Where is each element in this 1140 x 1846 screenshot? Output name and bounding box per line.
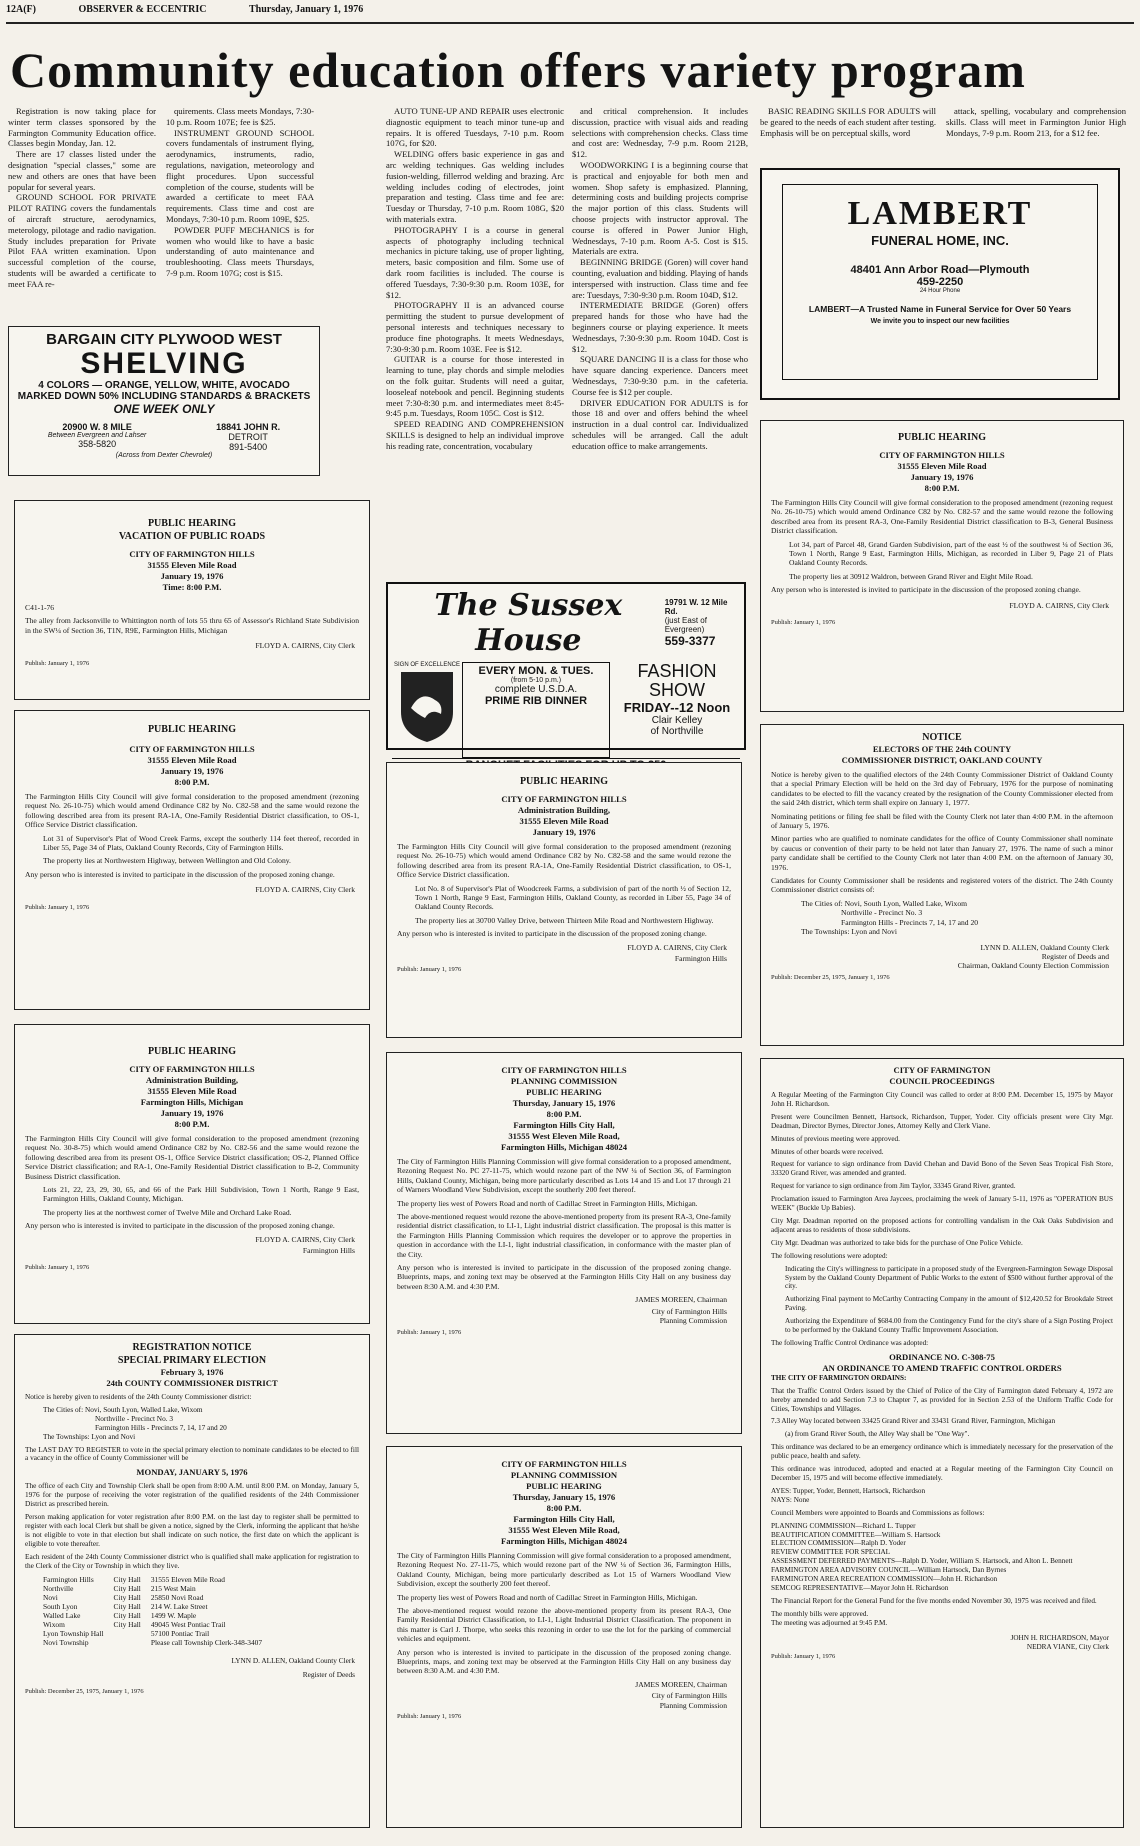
public-hearing-notice-1: PUBLIC HEARING CITY OF FARMINGTON HILLS 31555 Eleven Mile Road January 19, 1976 8:00 P.M. The Farmington Hills City Council will give formal consideration to the proposed amendment (rezoning request No. 26-10-75) which would amend Ordinance C82 by No. C82-58 and the same would rezone the following described area from its present RA-1A, One-Family Residential District classification, to OS-1, Office Service District classification. Lot 31 of Supervisor's Plat of Wood Creek Farms, except the southerly 114 feet thereof, recorded in Liber 55, Page 34 of Plats, Oakland County Records, City of Farmington Hills. The property lies at Northwestern Highway, between Wellington and Old Colony. Any person who is interested is invited to participate in the discussion of the proposed zoning change. FLOYD A. CAIRNS, City Clerk Publish: January 1, 1976 xyxy=(14,710,370,1010)
public-hearing-notice-2: PUBLIC HEARING CITY OF FARMINGTON HILLS Administration Building, 31555 Eleven Mile Road Farmington Hills, Michigan January 19, 1976 8:00 P.M. The Farmington Hills City Council will give formal consideration to the proposed amendment (rezoning request No. 30-8-75) which would amend Ordinance C82 by No. C82-56 and the same would rezone the following described area from its present OS-1, Office Service District classification; OS-2, Planned Office Service District classification; and RA-1, One-Family Residential District classification to B-2, Community Business District classification. Lots 21, 22, 23, 29, 30, 65, and 66 of the Park Hill Subdivision, Town 1 North, Range 9 East, Farmington Hills, Oakland County, Michigan. The property lies at the northwest corner of Twelve Mile and Orchard Lake Road. Any person who is interested is invited to participate in the discussion of the proposed zoning change. FLOYD A. CAIRNS, City Clerk Farmington Hills Publish: January 1, 1976 xyxy=(14,1024,370,1324)
council-items: A Regular Meeting of the Farmington City Council was called to order at 8:00 P.M. December 15, 1975 by Mayor John H. Richardson. Present were Councilmen Bennett, Hartsock, Richardson, Tupper, Yoder. City officials present were City Mgr. Deadman, Director Byrnes, Director Jones, Attorney Kelly and Clerk Viane. Minutes of previous meeting were approved. Minutes of other boards were received. Request for variance to sign ordinance from David Chehan and David Bono of the Seven Seas Tropical Fish Store, 33320 Grand River, was amended and granted. Request for variance to sign ordinance from Jim Taylor, 33345 Grand River, granted. Proclamation issued to Farmington Area Jaycees, proclaiming the week of January 5-11, 1976 as "OPERATION BUS WEEK" (Buckle Up Babies). City Mgr. Deadman reported on the proposed actions for controlling vandalism in the Oak Oaks Subdivision and adjacent areas to residents of those subdivisions. City Mgr. Deadman was authorized to take bids for the purchase of One Police Vehicle. The following resolutions were adopted: Indicating the City's willingness to participate in a proposed study of the Evergreen-Farmington Sewage Disposal System by the Oakland County Department of Public Works to the extent of $500 without further approval of the city. Authorizing Final payment to McCarthy Contracting Company in the amount of $12,420.52 for Brookdale Street Paving. Authorizing the Expenditure of $684.00 from the Contingency Fund for the city's share of a Sign Posting Project to be performed by the Oakland County Traffic Improvement Association. The following Traffic Control Ordinance was adopted: xyxy=(771,1091,1113,1347)
article-column-6: attack, spelling, vocabulary and comprehension skills. Class will meet in Farmington Junior High Mondays, 7-9 p.m. Room 213, for a $12 fee. xyxy=(946,106,1126,138)
article-column-3: AUTO TUNE-UP AND REPAIR uses electronic diagnostic equipment to teach minor tune-up and repairs. It is offered Tuesdays, 7-10 p.m. Room 107G, for $20. WELDING offers basic experience in gas and arc welding techniques. Gas welding includes fusion-welding, fillerrod welding and brazing. Arc welding includes coding of electrodes, joint preparation and testing. Class time and fee are: Tuesday or Thursday, 7-10 p.m. Room 108G, $20 with materials extra. PHOTOGRAPHY I is a course in general aspects of photography including technical mechanics in picture taking, use of proper lighting, meters, basic composition and film. Some use of dark room facilities is included. The course is offered Tuesdays, 7:30-9:30 p.m. Room 103E, for $12. PHOTOGRAPHY II is an advanced course permitting the student to pursue development of personal interests and techniques necessary to produce fine photographs. It meets Wednesdays, 7:30-9:30 p.m. Room 103E. Fee is $12. GUITAR is a course for those interested in learning to tune, play chords and simple melodies on the folk guitar. Students will need a guitar, looseleaf notebook and pencil. Beginning students meet 7:30-8:30 p.m. and intermediates meet 8:45-9:45 p.m. Tuesdays, Room 105C. Cost is $12. SPEED READING AND COMPREHENSION SKILLS is designed to help an individual improve his reading rate, concentration, vocabulary xyxy=(386,106,564,451)
planning-commission-notice-2: CITY OF FARMINGTON HILLS PLANNING COMMISSION PUBLIC HEARING Thursday, January 15, 1976 8:00 P.M. Farmington Hills City Hall, 31555 West Eleven Mile Road, Farmington Hills, Michigan 48024 The City of Farmington Hills Planning Commission will give formal consideration to a proposed amendment, Rezoning Request No. 27-11-75, which would rezone part of the NW ¼ of Section 36, Farmington Hills, Oakland County, Michigan, being more particularly described as Lot 15 of Warners Woodland View Subdivision, except the southerly 200 feet thereof. The property lies west of Powers Road and north of Cadillac Street in Farmington Hills, Michigan. The above-mentioned request would rezone the above-mentioned property from its present RA-3, One Family Residential District Classification, to LI-1, Light Industrial District Classification. The proponent in this matter is Carl J. Thorpe, who seeks this rezoning in order to use the lot for the parking of commercial vehicles and equipment. Any person who is interested is invited to participate in the discussion of the proposed zoning change. Blueprints, maps, and zoning text may be observed at the Farmington Hills City Hall on any business day between 8:30 A.M. and 4:30 P.M. JAMES MOREEN, Chairman City of Farmington Hills Planning Commission Publish: January 1, 1976 xyxy=(386,1446,742,1828)
masthead-rule xyxy=(6,22,1134,24)
masthead xyxy=(6,4,1134,22)
table-row: South Lyon City Hall 214 W. Lake Street xyxy=(43,1601,208,1611)
sussex-house-ad: The Sussex House 19791 W. 12 Mile Rd. (just East of Evergreen) 559-3377 SIGN OF EXCELLENCE EVERY MON. & TUES. (from 5-10 p.m.) complete U.S.D.A. PRIME RIB DINNER FASHION SHOW FRIDAY--12 Noon Clair Kelley of Northville xyxy=(386,582,746,750)
paper-name: OBSERVER & ECCENTRIC xyxy=(78,4,207,15)
electors-notice: NOTICE ELECTORS OF THE 24th COUNTY COMMISSIONER DISTRICT, OAKLAND COUNTY Notice is hereby given to the qualified electors of the 24th County Commissioner District of Oakland County that a special Primary Election will be held on the 3rd day of February, 1976 for the purpose of nominating candidates to be elected to fill the vacancy created by the resignation of the County Commissioner elected from the said 24th district, which term shall expire on January 1, 1977. Nominating petitions or filing fee shall be filed with the County Clerk not later than 4:00 P.M. in the afternoon of January 5, 1976. Minor parties who are qualified to nominate candidates for the office of County Commissioner shall nominate by caucus or convention of their party to be held not later than January 27, 1976. The name of such a minor party candidate shall be certified to the County Clerk not later than 4:00 P.M. on the afternoon of January 30, 1976. Candidates for County Commissioner shall be residents and registered voters of the district. The 24th County Commissioner district consists of: The Cities of: Novi, South Lyon, Walled Lake, Wixom Northville - Precinct No. 3 Farmington Hills - Precincts 7, 14, 17 and 20 The Townships: Lyon and Novi LYNN D. ALLEN, Oakland County Clerk Register of Deeds and Chairman, Oakland County Election Commission Publish: December 25, 1975, January 1, 1976 xyxy=(760,724,1124,1046)
vacation-notice: PUBLIC HEARING VACATION OF PUBLIC ROADS CITY OF FARMINGTON HILLS 31555 Eleven Mile Road January 19, 1976 Time: 8:00 P.M. C41-1-76 The alley from Jacksonville to Whittington north of lots 55 thru 65 of Assessor's Richland State Subdivision in the SW¼ of Section 36, T1N, R9E, Farmington Hills, Michigan FLOYD A. CAIRNS, City Clerk Publish: January 1, 1976 xyxy=(14,500,370,700)
issue-date: Thursday, January 1, 1976 xyxy=(249,4,364,15)
page-number: 12A(F) xyxy=(6,4,36,15)
table-row: Lyon Township Hall 57100 Pontiac Trail xyxy=(43,1628,210,1638)
registration-notice: REGISTRATION NOTICE SPECIAL PRIMARY ELECTION February 3, 1976 24th COUNTY COMMISSIONER DISTRICT Notice is hereby given to residents of the 24th County Commissioner district: The Cities of: Novi, South Lyon, Walled Lake, Wixom Northville - Precinct No. 3 Farmington Hills - Precincts 7, 14, 17 and 20 The Townships: Lyon and Novi The LAST DAY TO REGISTER to vote in the special primary election to nominate candidates to be elected to fill a vacancy in the office of County Commissioner will be MONDAY, JANUARY 5, 1976 The office of each City and Township Clerk shall be open from 8:00 A.M. until 8:00 P.M. on Monday, January 5, 1976 for the purpose of receiving the voter registration of the qualified residents of the 24th Commissioner District as prescribed herein. Person making application for voter registration after 8:00 P.M. on the last day to register shall be permitted to register with each local Clerk but shall be given a notice, signed by the Clerk, informing the applicant that he/she is not eligible to vote in that election but shall indicate on such notice, the first date on which the applicant is eligible to vote thereafter. Each resident of the 24th County Commissioner district who is qualified shall make application for registration to the Clerk of the City or Township in which they live. Farmington Hills City Hall 31555 Eleven Mile Road Northville City Hall 215 West Main Novi City Hall 25850 Novi Road South Lyon City Hall 214 W. Lake Street Walled Lake City Hall 1499 W. Maple Wixom City Hall 49045 West Pontiac Trail Lyon Township Hall 57100 Pontiac Trail Novi Township Please call Township Clerk-348-3407 LYNN D. ALLEN, Oakland County Clerk Register of Deeds Publish: December 25, 1975, January 1, 1976 xyxy=(14,1334,370,1828)
clerk-offices-table xyxy=(43,1575,272,1647)
table-row: Novi Township Please call Township Clerk-348-3407 xyxy=(43,1637,263,1647)
planning-commission-notice-1: CITY OF FARMINGTON HILLS PLANNING COMMISSION PUBLIC HEARING Thursday, January 15, 1976 8:00 P.M. Farmington Hills City Hall, 31555 West Eleven Mile Road, Farmington Hills, Michigan 48024 The City of Farmington Hills Planning Commission will give formal consideration to a proposed amendment, Rezoning Request No. PC 27-11-75, which would rezone part of the NW ¼ of Section 36, of Farmington Hills, Oakland County, Michigan, being more particularly described as Lots 14 and 15 and Lot 17 through 21 of Warners Woodland View Subdivision, except the southerly 200 feet thereof. The property lies west of Powers Road and north of Cadillac Street in Farmington Hills, Michigan. The above-mentioned request would rezone the above-mentioned property from its present RA-3, One-family residential district classification, to LI-1, Light industrial district classification. The proposal is this matter is the Farmington Hills Planning Commission which requires the developer or to approve the properties in question in accordance with the LI-1, light industrial classification, in conformance with the master plan of the City. Any person who is interested is invited to participate in the discussion of the proposed zoning change. Blueprints, maps, and zoning text may be observed at the Farmington Hills City Hall on any business day between 8:30 A.M. and 4:30 P.M. JAMES MOREEN, Chairman City of Farmington Hills Planning Commission Publish: January 1, 1976 xyxy=(386,1052,742,1434)
article-column-4: and critical comprehension. It includes discussion, practice with visual aids and reading selections with comprehension checks. Class time and cost are: Wednesday, 7-9 p.m. Room 212B, $12. WOODWORKING I is a beginning course that is practical and enjoyable for both men and women. Shop safety is emphasized. Planning, determining costs and building projects comprise the major portion of this class. Students will choose projects with instructor approval. The course is offered in Power Junior High, Wednesdays, 7-10 p.m. Room A-5. Cost is $15. Materials are extra. BEGINNING BRIDGE (Goren) will cover hand counting, evaluation and bidding. Playing of hands interspersed with instruction. Class time and fee are: Tuesdays, 7:30-9:30 p.m. Room 104D, $12. INTERMEDIATE BRIDGE (Goren) offers prepared hands for those who have had the beginners course or playing experience. It meets Wednesdays, 7:30-9:30 p.m. Room 104D. Cost is $12. SQUARE DANCING II is a class for those who have square dancing experience. Dancers meet Wednesdays, 7:30-9:30 p.m. in the cafeteria. Course fee is $12 per couple. DRIVER EDUCATION FOR ADULTS is for those 18 and over and offers behind the wheel instruction in a dual control car. Individualized schedules will be arranged. Call the adult education office to make arrangements. xyxy=(572,106,748,451)
public-hearing-notice-3: PUBLIC HEARING CITY OF FARMINGTON HILLS Administration Building, 31555 Eleven Mile Road January 19, 1976 The Farmington Hills City Council will give formal consideration to the proposed amendment (rezoning request No. 26-10-75) which would amend Ordinance C82 by No. C82-58 and the same would rezone the following described area from its present RA-1A, One-Family Residential District classification, to OS-1, Office Service District classification. Lot No. 8 of Supervisor's Plat of Woodcreek Farms, a subdivision of part of the north ½ of Section 12, Town 1 North, Range 9 East, Farmington Hills, Oakland County, as recorded in Liber 55, Page 34 of Oakland County Records. The property lies at 30700 Valley Drive, between Thirteen Mile Road and Northwestern Highway. Any person who is interested is invited to participate in the discussion of the proposed zoning change. FLOYD A. CAIRNS, City Clerk Farmington Hills Publish: January 1, 1976 xyxy=(386,762,742,1038)
public-hearing-notice-4: PUBLIC HEARING CITY OF FARMINGTON HILLS 31555 Eleven Mile Road January 19, 1976 8:00 P.M. The Farmington Hills City Council will give formal consideration to the proposed amendment (rezoning request No. 26-10-75) which would amend Ordinance C82 by No. C82-57 and the same would rezone the following described area from its present RA-3, One-Family Residential District classification to B-3, General Business District classification. Lot 34, part of Parcel 48, Grand Garden Subdivision, part of the east ½ of the southwest ¼ of Section 36, Town 1 North, Range 9 East, Farmington Hills, Michigan, as recorded in Liber 9, Page 21 of Plats Oakland County Records. The property lies at 30912 Waldron, between Grand River and Eight Mile Road. Any person who is interested is invited to participate in the discussion of the proposed zoning change. FLOYD A. CAIRNS, City Clerk Publish: January 1, 1976 xyxy=(760,420,1124,712)
council-proceedings: CITY OF FARMINGTON COUNCIL PROCEEDINGS A Regular Meeting of the Farmington City Council was called to order at 8:00 P.M. December 15, 1975 by Mayor John H. Richardson. Present were Councilmen Bennett, Hartsock, Richardson, Tupper, Yoder. City officials present were City Mgr. Deadman, Director Byrnes, Director Jones, Attorney Kelly and Clerk Viane. Minutes of previous meeting were approved. Minutes of other boards were received. Request for variance to sign ordinance from David Chehan and David Bono of the Seven Seas Tropical Fish Store, 33320 Grand River, was amended and granted. Request for variance to sign ordinance from Jim Taylor, 33345 Grand River, granted. Proclamation issued to Farmington Area Jaycees, proclaiming the week of January 5-11, 1976 as "OPERATION BUS WEEK" (Buckle Up Babies). City Mgr. Deadman reported on the proposed actions for controlling vandalism in the Oak Oaks Subdivision and adjacent areas to residents of those subdivisions. City Mgr. Deadman was authorized to take bids for the purchase of One Police Vehicle. The following resolutions were adopted: Indicating the City's willingness to participate in a proposed study of the Evergreen-Farmington Sewage Disposal System by the Oakland County Department of Public Works to the extent of $500 without further approval of the city. Authorizing Final payment to McCarthy Contracting Company in the amount of $12,420.52 for Brookdale Street Paving. Authorizing the Expenditure of $684.00 from the Contingency Fund for the city's share of a Sign Posting Project to be performed by the Oakland County Traffic Improvement Association. The following Traffic Control Ordinance was adopted: ORDINANCE NO. C-308-75 AN ORDINANCE TO AMEND TRAFFIC CONTROL ORDERS THE CITY OF FARMINGTON ORDAINS: That the Traffic Control Orders issued by the Chief of Police of the City of Farmington dated February 4, 1972 are hereby amended to add Section 7.3 to Chapter 7, as provided for in Section 2.53 of the Uniform Traffic Code for Cities, Townships and Villages. 7.3 Alley Way located between 33425 Grand River and 33431 Grand River, Farmington, Michigan (a) from Grand River South, the Alley Way shall be "One Way". This ordinance was declared to be an emergency ordinance which is immediately necessary for the preservation of the public peace, health and safety. This ordinance was introduced, adopted and enacted at a Regular meeting of the Farmington City Council on December 15, 1975 and will become effective immediately. AYES: Tupper, Yoder, Bennett, Hartsock, Richardson NAYS: None Council Members were appointed to Boards and Commissions as follows: PLANNING COMMISSION—Richard L. Tupper BEAUTIFICATION COMMITTEE—William S. Hartsock ELECTION COMMISSION—Ralph D. Yoder REVIEW COMMITTEE FOR SPECIAL ASSESSMENT DEFERRED PAYMENTS—Ralph D. Yoder, William S. Hartsock, and Alton L. Bennett FARMINGTON AREA ADVISORY COUNCIL—William Hartsock, Dan Byrnes FARMINGTON AREA RECREATION COMMISSION—John H. Richardson SEMCOG REPRESENTATIVE—Mayor John H. Richardson The Financial Report for the General Fund for the five months ended November 30, 1975 was received and filed. The monthly bills were approved. The meeting was adjourned at 9:45 P.M. JOHN H. RICHARDSON, Mayor NEDRA VIANE, City Clerk Publish: January 1, 1976 xyxy=(760,1058,1124,1828)
table-row: Novi City Hall 25850 Novi Road xyxy=(43,1592,204,1602)
table-row: Wixom City Hall 49045 West Pontiac Trail xyxy=(43,1619,226,1629)
lambert-funeral-ad: LAMBERT FUNERAL HOME, INC. 48401 Ann Arbor Road—Plymouth 459-2250 24 Hour Phone LAMBERT—A Trusted Name in Funeral Service for Over 50 Years We invite you to inspect our new facilities xyxy=(760,168,1120,400)
headline: Community education offers variety program xyxy=(10,42,1026,98)
council-items-2: That the Traffic Control Orders issued by the Chief of Police of the City of Farmington dated February 4, 1972 are hereby amended to add Section 7.3 to Chapter 7, as provided for in Section 2.53 of the Uniform Traffic Code for Cities, Townships and Villages. 7.3 Alley Way located between 33425 Grand River and 33431 Grand River, Farmington, Michigan (a) from Grand River South, the Alley Way shall be "One Way". This ordinance was declared to be an emergency ordinance which is immediately necessary for the preservation of the public peace, health and safety. This ordinance was introduced, adopted and enacted at a Regular meeting of the Farmington City Council on December 15, 1975 and will become effective immediately. AYES: Tupper, Yoder, Bennett, Hartsock, Richardson NAYS: None Council Members were appointed to Boards and Commissions as follows: PLANNING COMMISSION—Richard L. Tupper BEAUTIFICATION COMMITTEE—William S. Hartsock ELECTION COMMISSION—Ralph D. Yoder REVIEW COMMITTEE FOR SPECIAL ASSESSMENT DEFERRED PAYMENTS—Ralph D. Yoder, William S. Hartsock, and Alton L. Bennett FARMINGTON AREA ADVISORY COUNCIL—William Hartsock, Dan Byrnes FARMINGTON AREA RECREATION COMMISSION—John H. Richardson SEMCOG REPRESENTATIVE—Mayor John H. Richardson The Financial Report for the General Fund for the five months ended November 30, 1975 was received and filed. The monthly bills were approved. The meeting was adjourned at 9:45 P.M. xyxy=(771,1386,1113,1627)
crest-icon: SIGN OF EXCELLENCE xyxy=(392,662,462,758)
article-column-1: Registration is now taking place for winter term classes sponsored by the Farmington Community Education office. Classes begin Monday, Jan. 12. There are 17 classes listed under the designation "special classes," some are new and others are ones that have been popular for several years. GROUND SCHOOL FOR PRIVATE PILOT RATING covers the fundamentals of aircraft structure, aerodynamics, meterology, pilotage and radio navigation. Study includes preparation for Private Pilot FAA written examination. Upon successful completion of the course, students will be awarded a certificate to meet FAA re- xyxy=(8,106,156,289)
table-row: Walled Lake City Hall 1499 W. Maple xyxy=(43,1610,197,1620)
article-column-5: BASIC READING SKILLS FOR ADULTS will be geared to the needs of each student after testing. Emphasis will be on perceptual skills, word xyxy=(760,106,936,138)
table-row: Northville City Hall 215 West Main xyxy=(43,1583,196,1593)
table-row: Farmington Hills City Hall 31555 Eleven Mile Road xyxy=(43,1574,225,1584)
plywood-ad: BARGAIN CITY PLYWOOD WEST SHELVING 4 COLORS — ORANGE, YELLOW, WHITE, AVOCADO MARKED DOWN 50% INCLUDING STANDARDS & BRACKETS ONE WEEK ONLY 20900 W. 8 MILE Between Evergreen and Lahser 358-5820 18841 JOHN R. DETROIT 891-5400 (Across from Dexter Chevrolet) xyxy=(8,326,320,476)
article-column-2: quirements. Class meets Mondays, 7:30-10 p.m. Room 107E; fee is $25. INSTRUMENT GROUND SCHOOL covers fundamentals of instrument flying, aerodynamics, instruments, radio, regulations, navigation, meteorology and flight procedures. Upon successful completion of the course, students will be awarded a certificate to meet FAA requirements. Class time and cost are Mondays, 7:30-10 p.m. Room 109E, $25. POWDER PUFF MECHANICS is for women who would like to have a basic understanding of auto maintenance and troubleshooting. Class meets Thursdays, 7-9 p.m. Room 107G; cost is $15. xyxy=(166,106,314,278)
